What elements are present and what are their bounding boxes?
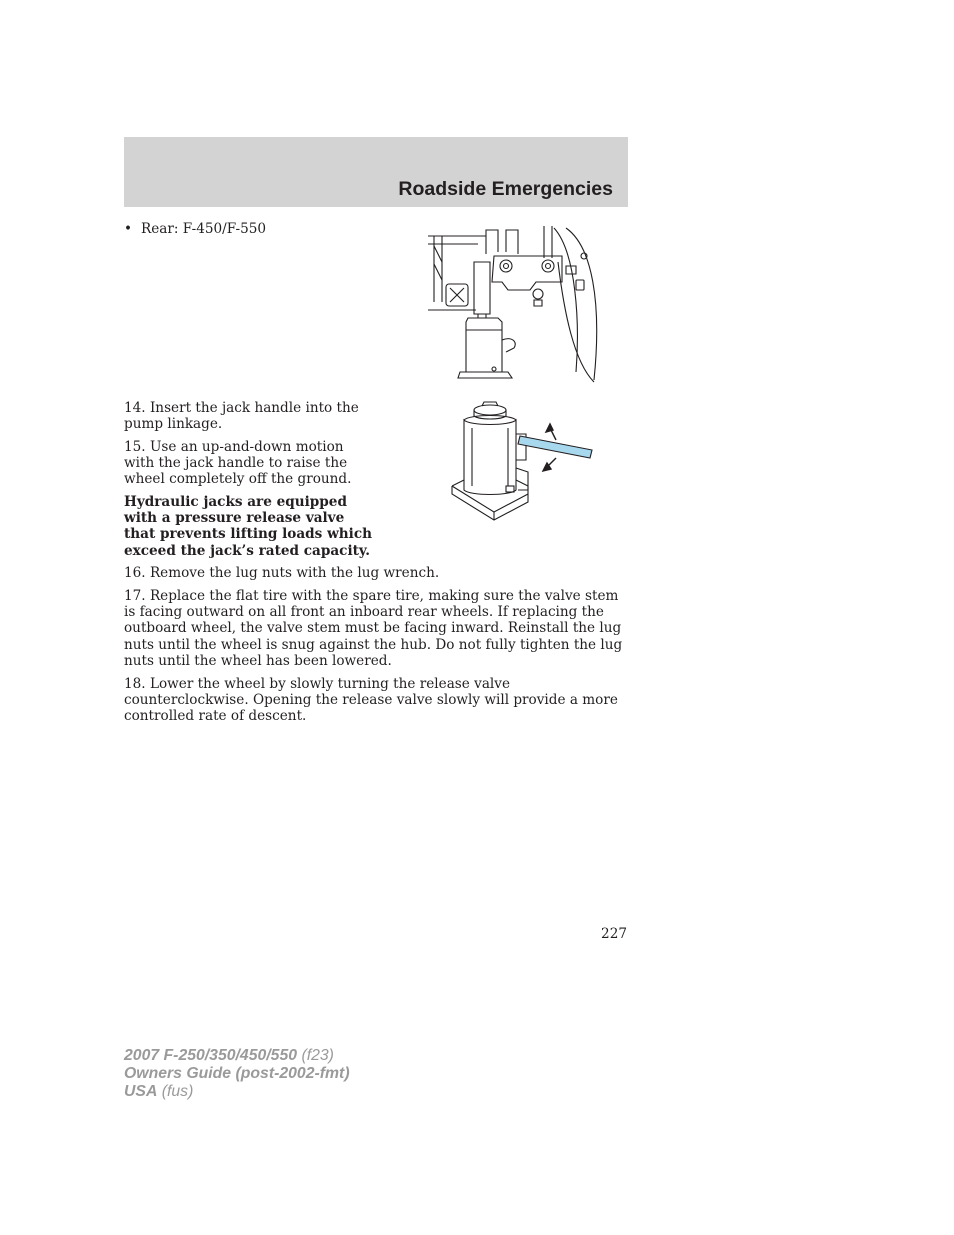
bullet-mark: • [124, 221, 133, 237]
footer-model: 2007 F-250/350/450/550 [124, 1047, 298, 1064]
footer-guide: Owners Guide (post-2002-fmt) [124, 1064, 350, 1082]
footer-region-code: (fus) [161, 1082, 194, 1100]
section-title: Roadside Emergencies [398, 178, 613, 200]
hydraulic-jack-warning: Hydraulic jacks are equipped with a pressure release valve that prevents lifting loads which exceed the jack’s rated capacity. [124, 494, 372, 559]
step-17: 17. Replace the flat tire with the spare tire, making sure the valve stem is facing outward on all front an inboard rear wheels. If replacing the outboard wheel, the valve stem must be facing inward. Reinstall the lug nuts until the wheel is snug against the hub. Do not fully tighten the lug nuts until the wheel has been lowered. [124, 588, 623, 669]
document-footer [124, 1047, 350, 1100]
step-15: 15. Use an up-and-down motion with the jack handle to raise the wheel completely off the ground. [124, 439, 352, 488]
bottle-jack-handle-illustration [446, 398, 596, 522]
footer-model-code: (f23) [301, 1047, 334, 1064]
bullet-item [124, 221, 266, 237]
step-18: 18. Lower the wheel by slowly turning the release valve counterclockwise. Opening the release valve slowly will provide a more controlled rate of descent. [124, 676, 618, 725]
step-16: 16. Remove the lug nuts with the lug wrench. [124, 565, 440, 581]
page-number: 227 [601, 926, 627, 942]
footer-region: USA [124, 1082, 158, 1100]
step-14: 14. Insert the jack handle into the pump linkage. [124, 400, 359, 433]
bullet-text: Rear: F-450/F-550 [141, 221, 267, 237]
section-header-band [124, 137, 628, 207]
rear-axle-jack-illustration [426, 222, 602, 384]
